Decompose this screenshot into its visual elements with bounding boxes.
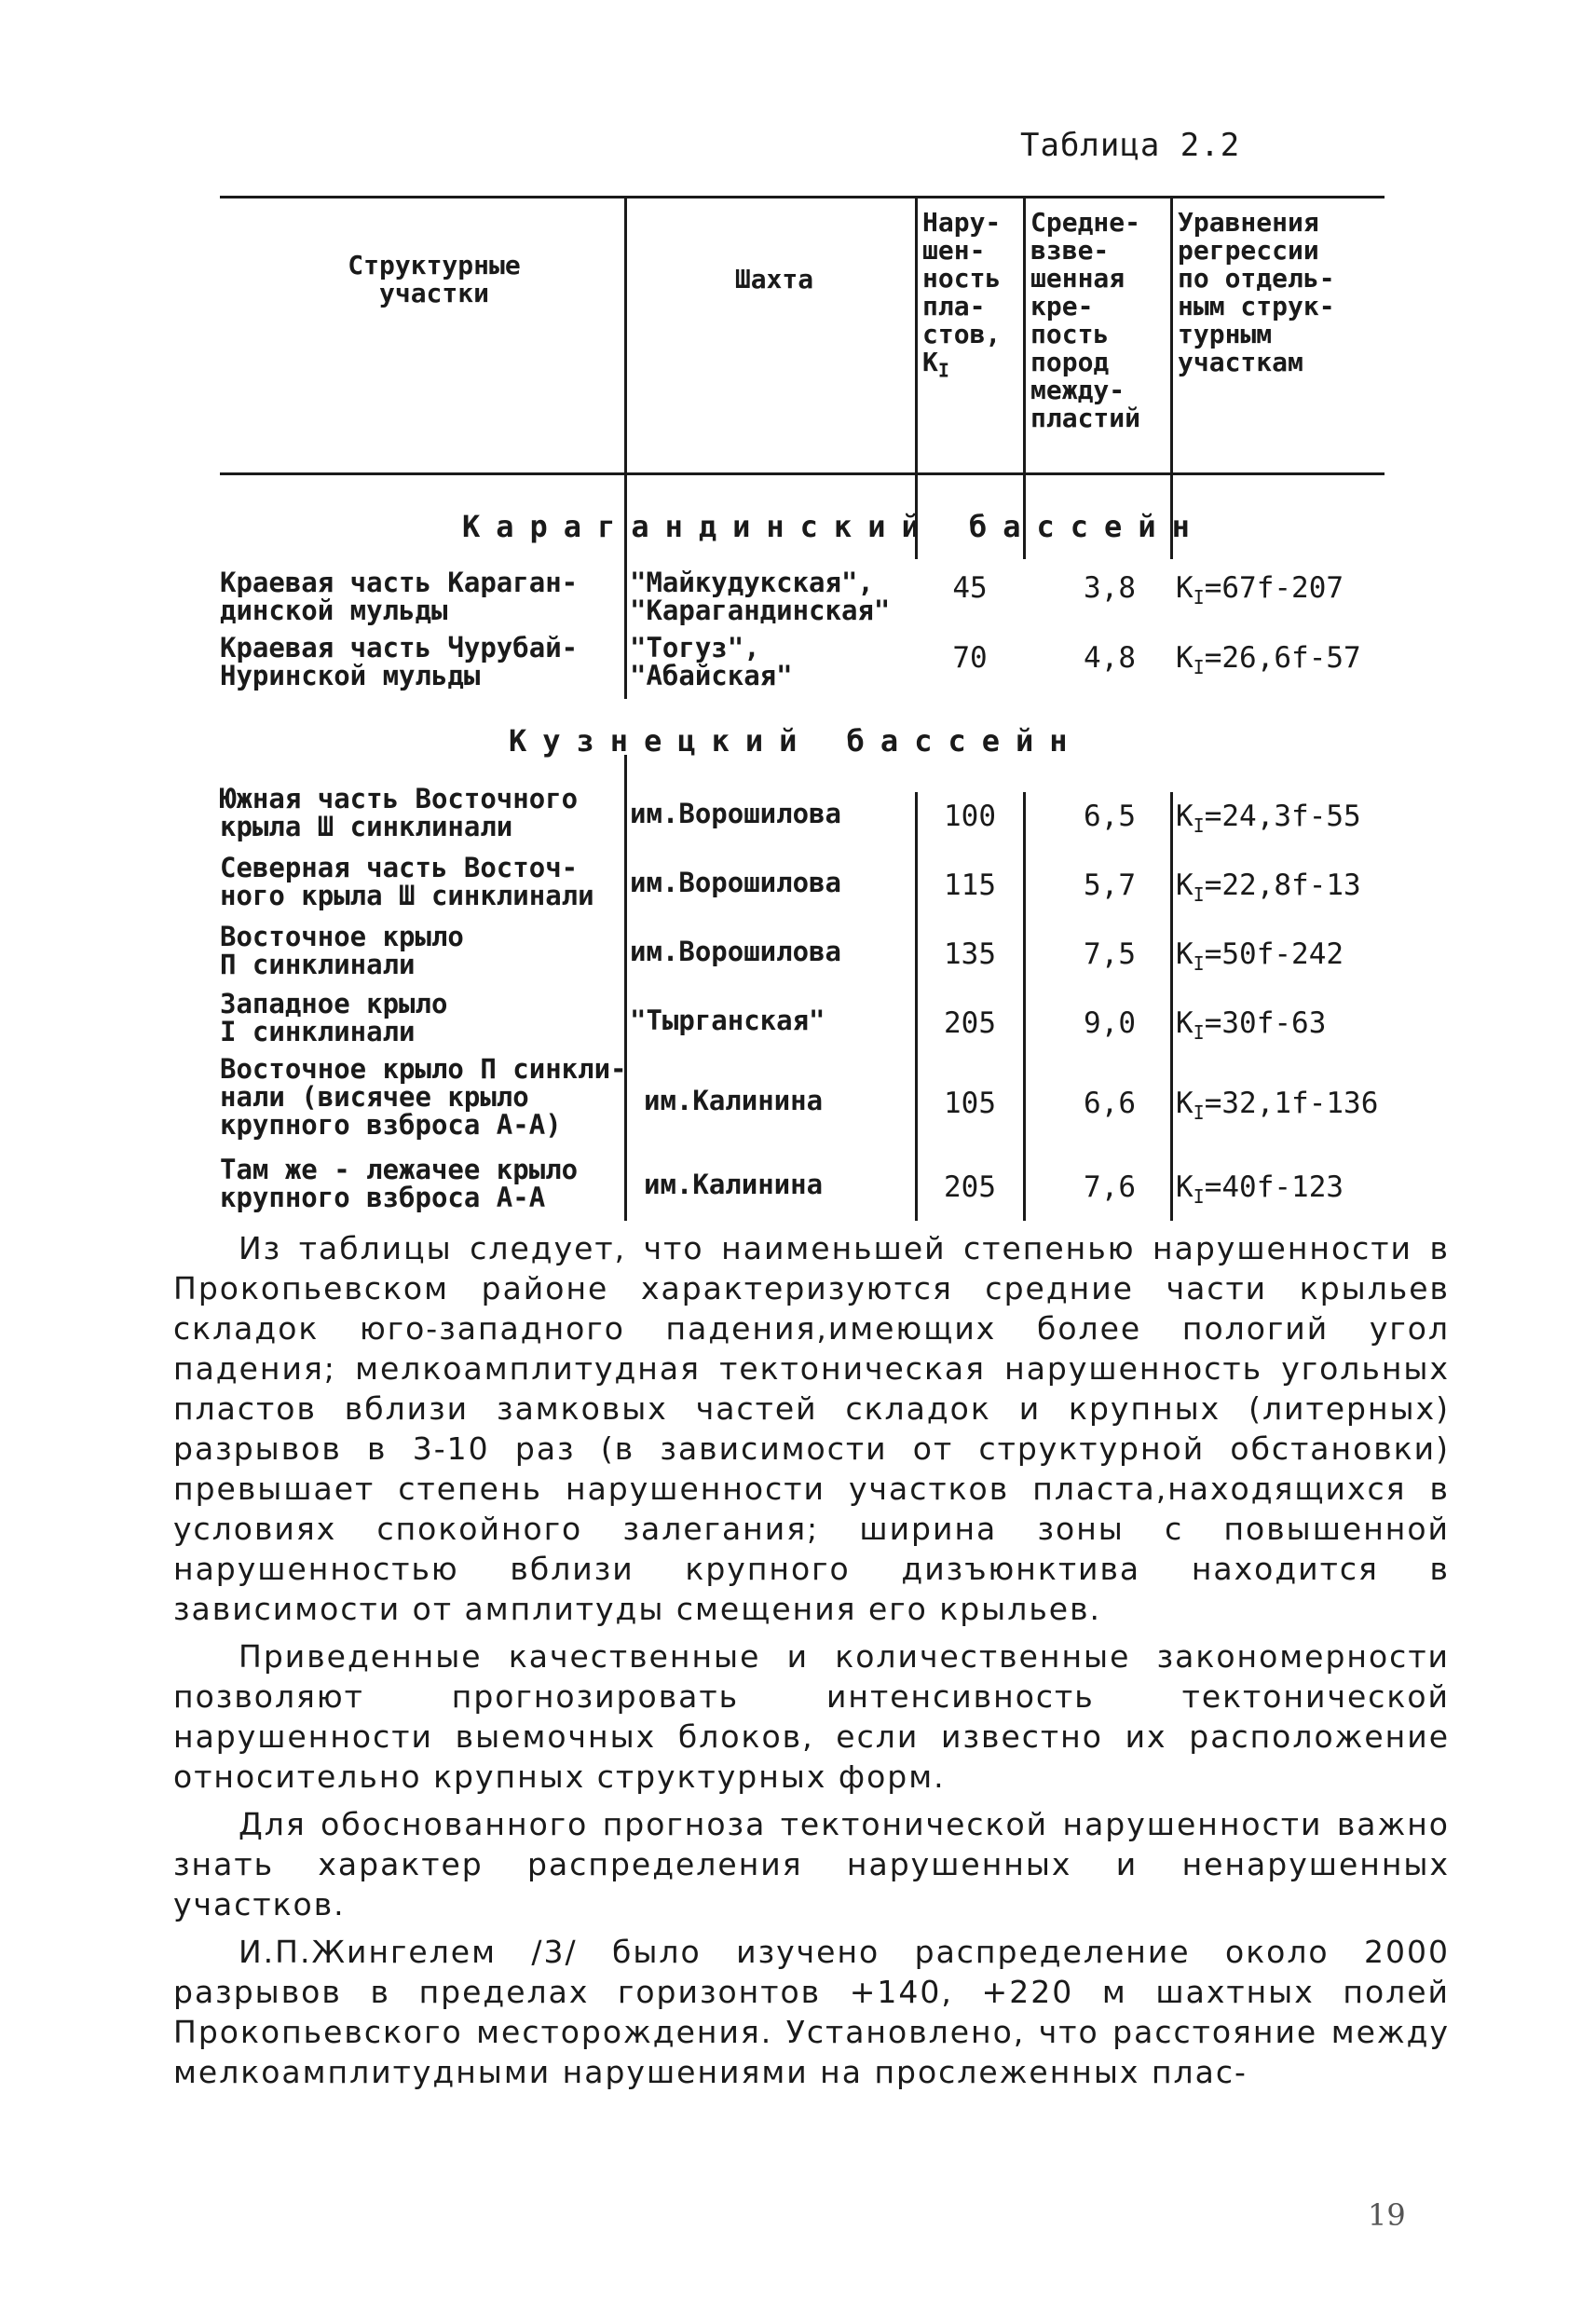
data-table	[220, 196, 1385, 1221]
paragraph-2: Приведенные качественные и количественные закономерности позволяют прогнозировать интенсивность тектонической нарушенности выемочных блоков, если известно их расположение относительно крупных структурных форм.	[173, 1638, 1450, 1795]
header-disturbance: Нару- шен- ность пла- стов, $K_I$	[922, 207, 1002, 382]
row-4-area: Северная часть Восточ- ного крыла Ш синклинали	[220, 852, 594, 911]
row-8-eq: $K_I=40f-123$	[1176, 1170, 1344, 1209]
header-bottom-rule	[220, 472, 1385, 475]
col-divider-2b	[915, 792, 918, 1221]
row-1-f: 3,8	[1084, 571, 1136, 605]
row-8-k: 205	[944, 1170, 996, 1204]
col-divider-4b	[1170, 792, 1173, 1221]
row-1-area: Краевая часть Караган- динской мульды	[220, 567, 579, 626]
row-4-k: 115	[944, 869, 996, 902]
row-1-k: 45	[952, 571, 988, 605]
paragraph-1: Из таблицы следует, что наименьшей степенью нарушенности в Прокопьевском районе характеризуются средние части крыльев складок юго-западного падения,имеющих более пологий угол падения; мелкоамплитудная тектоническая нарушенность угольных пластов вблизи замковых частей складок и крупных (литерных) разрывов в 3-10 раз (в зависимости от структурной обстановки) превышает степень нарушенности участков пласта,находящихся в условиях спокойного залегания; ширина зоны с повышенной нарушенностью вблизи крупного дизъюнктива находится в зависимости от амплитуды смещения его крыльев.	[173, 1230, 1450, 1627]
row-2-mine: "Тогуз", "Абайская"	[630, 632, 793, 691]
paragraph-4: И.П.Жингелем /3/ было изучено распределение около 2000 разрывов в пределах горизонтов +140, +220 м шахтных полей Прокопьевского месторождения. Установлено, что расстояние между мелкоамплитудными нарушениями на прослеженных плас-	[173, 1934, 1450, 2090]
row-7-eq: $K_I=32,1f-136$	[1176, 1087, 1379, 1125]
row-8-area: Там же - лежачее крыло крупного взброса А-А	[220, 1154, 579, 1213]
row-5-area: Восточное крыло П синклинали	[220, 921, 464, 980]
row-7-mine: им.Калинина	[644, 1085, 824, 1116]
row-3-f: 6,5	[1084, 800, 1136, 833]
header-regression: Уравнения регрессии по отдель- ным струк- турным участкам	[1178, 207, 1335, 377]
row-7-area: Восточное крыло П синкли- нали (висячее крыло крупного взброса А-А)	[220, 1053, 627, 1141]
basin-title-kuznetsk: Кузнецкий бассейн	[509, 723, 1084, 759]
row-6-f: 9,0	[1084, 1006, 1136, 1040]
header-disturbance-sub: I	[937, 359, 949, 382]
row-6-mine: "Тырганская"	[630, 1005, 825, 1036]
col-divider-4	[1170, 196, 1173, 559]
col-divider-2	[915, 196, 918, 559]
row-5-f: 7,5	[1084, 937, 1136, 971]
row-7-f: 6,6	[1084, 1087, 1136, 1120]
row-6-area: Западное крыло I синклинали	[220, 988, 448, 1047]
col-divider-1b	[624, 755, 627, 1221]
row-3-mine: им.Ворошилова	[630, 798, 841, 829]
row-4-mine: им.Ворошилова	[630, 867, 841, 898]
row-1-eq: $K_I=67f-207$	[1176, 571, 1344, 609]
row-2-f: 4,8	[1084, 641, 1136, 675]
row-3-eq: $K_I=24,3f-55$	[1176, 800, 1361, 838]
col-divider-1	[624, 196, 627, 699]
basin-title-karaganda: Карагандинский бассейн	[462, 509, 1206, 544]
paragraph-3: Для обоснованного прогноза тектонической нарушенности важно знать характер распределения нарушенных и ненарушенных участков.	[173, 1806, 1450, 1922]
page-number: 19	[1368, 2197, 1406, 2233]
col-divider-3b	[1023, 792, 1026, 1221]
row-2-k: 70	[952, 641, 988, 675]
row-5-k: 135	[944, 937, 996, 971]
row-5-eq: $K_I=50f-242$	[1176, 937, 1344, 976]
row-2-area: Краевая часть Чурубай- Нуринской мульды	[220, 632, 579, 691]
row-2-eq: $K_I=26,6f-57$	[1176, 641, 1361, 679]
row-7-k: 105	[944, 1087, 996, 1120]
row-3-k: 100	[944, 800, 996, 833]
row-1-mine: "Майкудукская", "Карагандинская"	[630, 567, 891, 626]
table-caption: Таблица 2.2	[1020, 127, 1241, 164]
header-structural-areas: Структурные участки	[348, 250, 521, 308]
row-4-f: 5,7	[1084, 869, 1136, 902]
row-8-f: 7,6	[1084, 1170, 1136, 1204]
row-4-eq: $K_I=22,8f-13$	[1176, 869, 1361, 907]
table-top-rule	[220, 196, 1385, 198]
row-5-mine: им.Ворошилова	[630, 936, 841, 967]
row-6-k: 205	[944, 1006, 996, 1040]
body-text	[173, 1228, 1450, 2092]
header-mine: Шахта	[734, 264, 814, 294]
header-strength: Средне- взве- шенная кре- пость пород между- пластий	[1030, 207, 1141, 433]
row-8-mine: им.Калинина	[644, 1169, 824, 1200]
row-3-area: Южная часть Восточного крыла Ш синклинали	[220, 783, 579, 842]
row-6-eq: $K_I=30f-63$	[1176, 1006, 1327, 1045]
